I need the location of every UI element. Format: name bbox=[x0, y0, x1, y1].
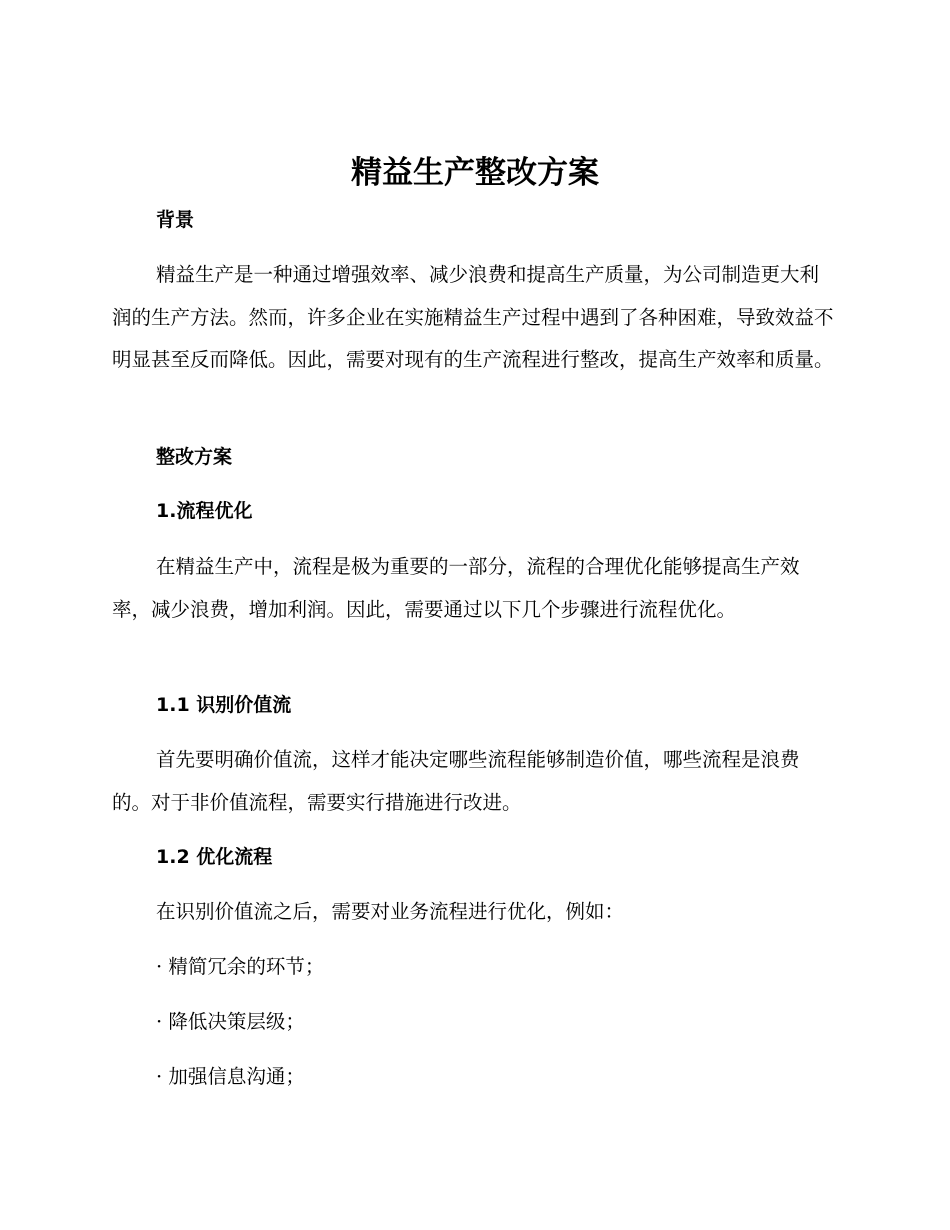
section-heading-process-optimization: 1.流程优化 bbox=[156, 500, 253, 522]
bullet-item: · 精简冗余的环节； bbox=[156, 955, 325, 978]
section-heading-identify-value-stream: 1.1 识别价值流 bbox=[156, 694, 292, 716]
process-optimization-paragraph: 在精益生产中，流程是极为重要的一部分，流程的合理优化能够提高生产效率，减少浪费，增加利润。因此，需要通过以下几个步骤进行流程优化。 bbox=[112, 555, 800, 621]
background-paragraph: 精益生产是一种通过增强效率、减少浪费和提高生产质量，为公司制造更大利润的生产方法。然而，许多企业在实施精益生产过程中遇到了各种困难，导致效益不明显甚至反而降低。因此，需要对现有的生产流程进行整改，提高生产效率和质量。 bbox=[112, 263, 834, 371]
bullet-item: · 加强信息沟通； bbox=[156, 1065, 305, 1088]
section-heading-background: 背景 bbox=[156, 209, 195, 231]
document-title: 精益生产整改方案 bbox=[351, 155, 599, 191]
optimize-process-intro: 在识别价值流之后，需要对业务流程进行优化，例如： bbox=[156, 900, 625, 923]
bullet-item: · 降低决策层级； bbox=[156, 1010, 305, 1033]
identify-value-stream-paragraph: 首先要明确价值流，这样才能决定哪些流程能够制造价值，哪些流程是浪费的。对于非价值流程，需要实行措施进行改进。 bbox=[112, 748, 800, 814]
section-heading-plan: 整改方案 bbox=[156, 446, 233, 468]
section-heading-optimize-process: 1.2 优化流程 bbox=[156, 846, 273, 868]
